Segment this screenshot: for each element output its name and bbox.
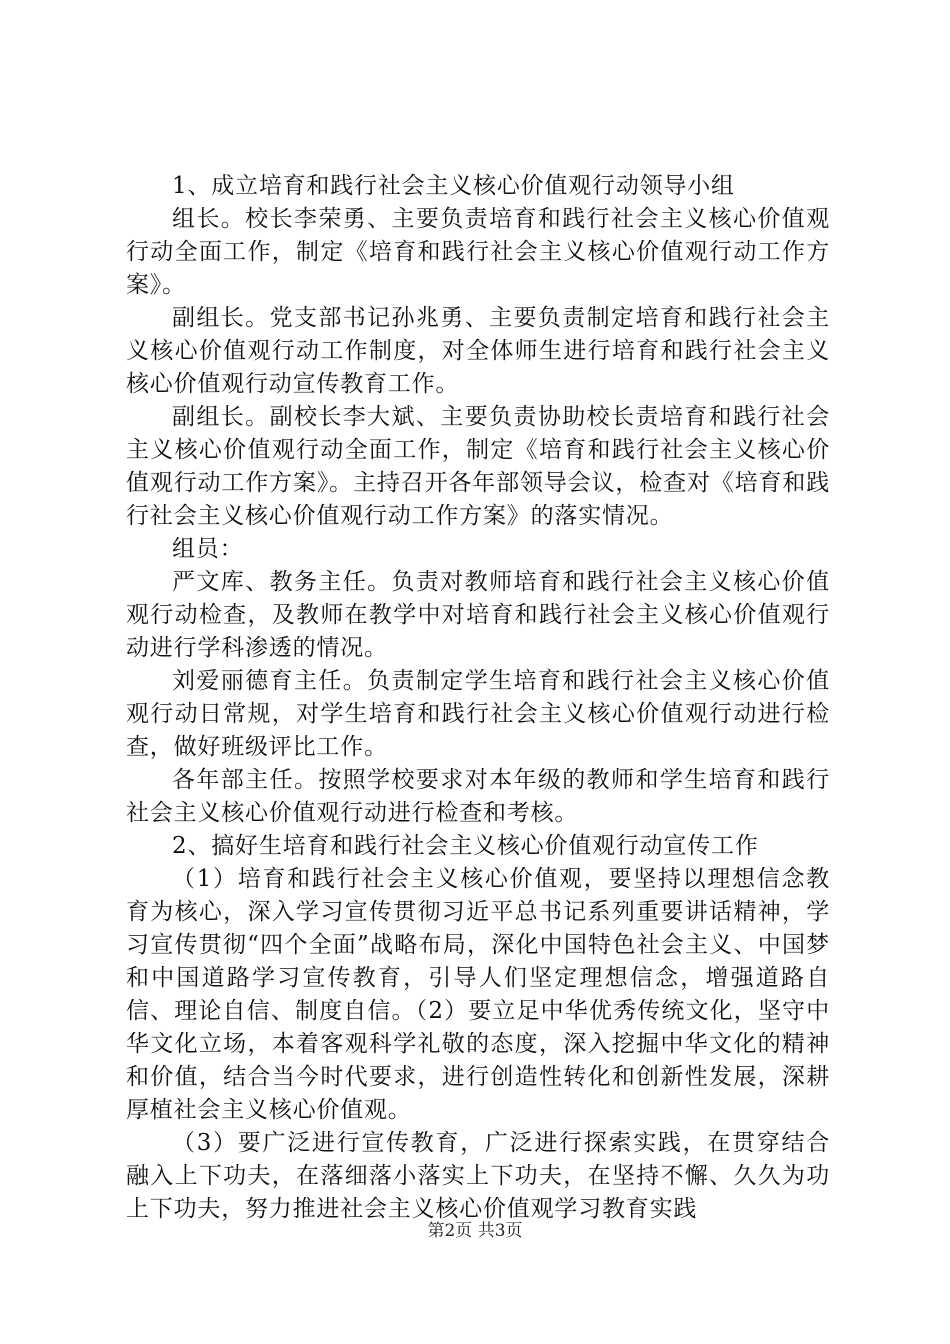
paragraph-deputy-leader-party: 副组长。党支部书记孙兆勇、主要负责制定培育和践行社会主义核心价值观行动工作制度，对全体师生进行培育和践行社会主义核心价值观行动宣传教育工作。: [126, 305, 830, 397]
paragraph-group-leader: 组长。校长李荣勇、主要负责培育和践行社会主义核心价值观行动全面工作，制定《培育和践行社会主义核心价值观行动工作方案》。: [126, 206, 830, 298]
paragraph-publicity-point-3: （3）要广泛进行宣传教育，广泛进行探索实践，在贯穿结合融入上下功夫，在落细落小落实上下功夫，在坚持不懈、久久为功上下功夫，努力推进社会主义核心价值观学习教育实践: [126, 1130, 830, 1222]
paragraph-member-moral-director: 刘爱丽德育主任。负责制定学生培育和践行社会主义核心价值观行动日常规，对学生培育和践行社会主义核心价值观行动进行检查，做好班级评比工作。: [126, 668, 830, 760]
page-number-footer: 第2页 共3页: [427, 1221, 523, 1241]
paragraph-member-academic-director: 严文库、教务主任。负责对教师培育和践行社会主义核心价值观行动检查，及教师在教学中对培育和践行社会主义核心价值观行动进行学科渗透的情况。: [126, 569, 830, 661]
paragraph-member-grade-directors: 各年部主任。按照学校要求对本年级的教师和学生培育和践行社会主义核心价值观行动进行检查和考核。: [126, 767, 830, 826]
document-body: [126, 170, 830, 1226]
paragraph-deputy-leader-vice-principal: 副组长。副校长李大斌、主要负责协助校长责培育和践行社会主义核心价值观行动全面工作，制定《培育和践行社会主义核心价值观行动工作方案》。主持召开各年部领导会议，检查对《培育和践行社会主义核心价值观行动工作方案》的落实情况。: [126, 404, 830, 529]
paragraph-members-label: 组员：: [172, 536, 244, 562]
section-heading-leadership-group: 1、成立培育和践行社会主义核心价值观行动领导小组: [172, 173, 735, 199]
paragraph-publicity-points-1-2: （1）培育和践行社会主义核心价值观，要坚持以理想信念教育为核心，深入学习宣传贯彻习近平总书记系列重要讲话精神，学习宣传贯彻“四个全面”战略布局，深化中国特色社会主义、中国梦和中国道路学习宣传教育，引导人们坚定理想信念，增强道路自信、理论自信、制度自信。（2）要立足中华优秀传统文化，坚守中华文化立场，本着客观科学礼敬的态度，深入挖掘中华文化的精神和价值，结合当今时代要求，进行创造性转化和创新性发展，深耕厚植社会主义核心价值观。: [126, 866, 830, 1123]
section-heading-publicity: 2、搞好生培育和践行社会主义核心价值观行动宣传工作: [172, 833, 759, 859]
